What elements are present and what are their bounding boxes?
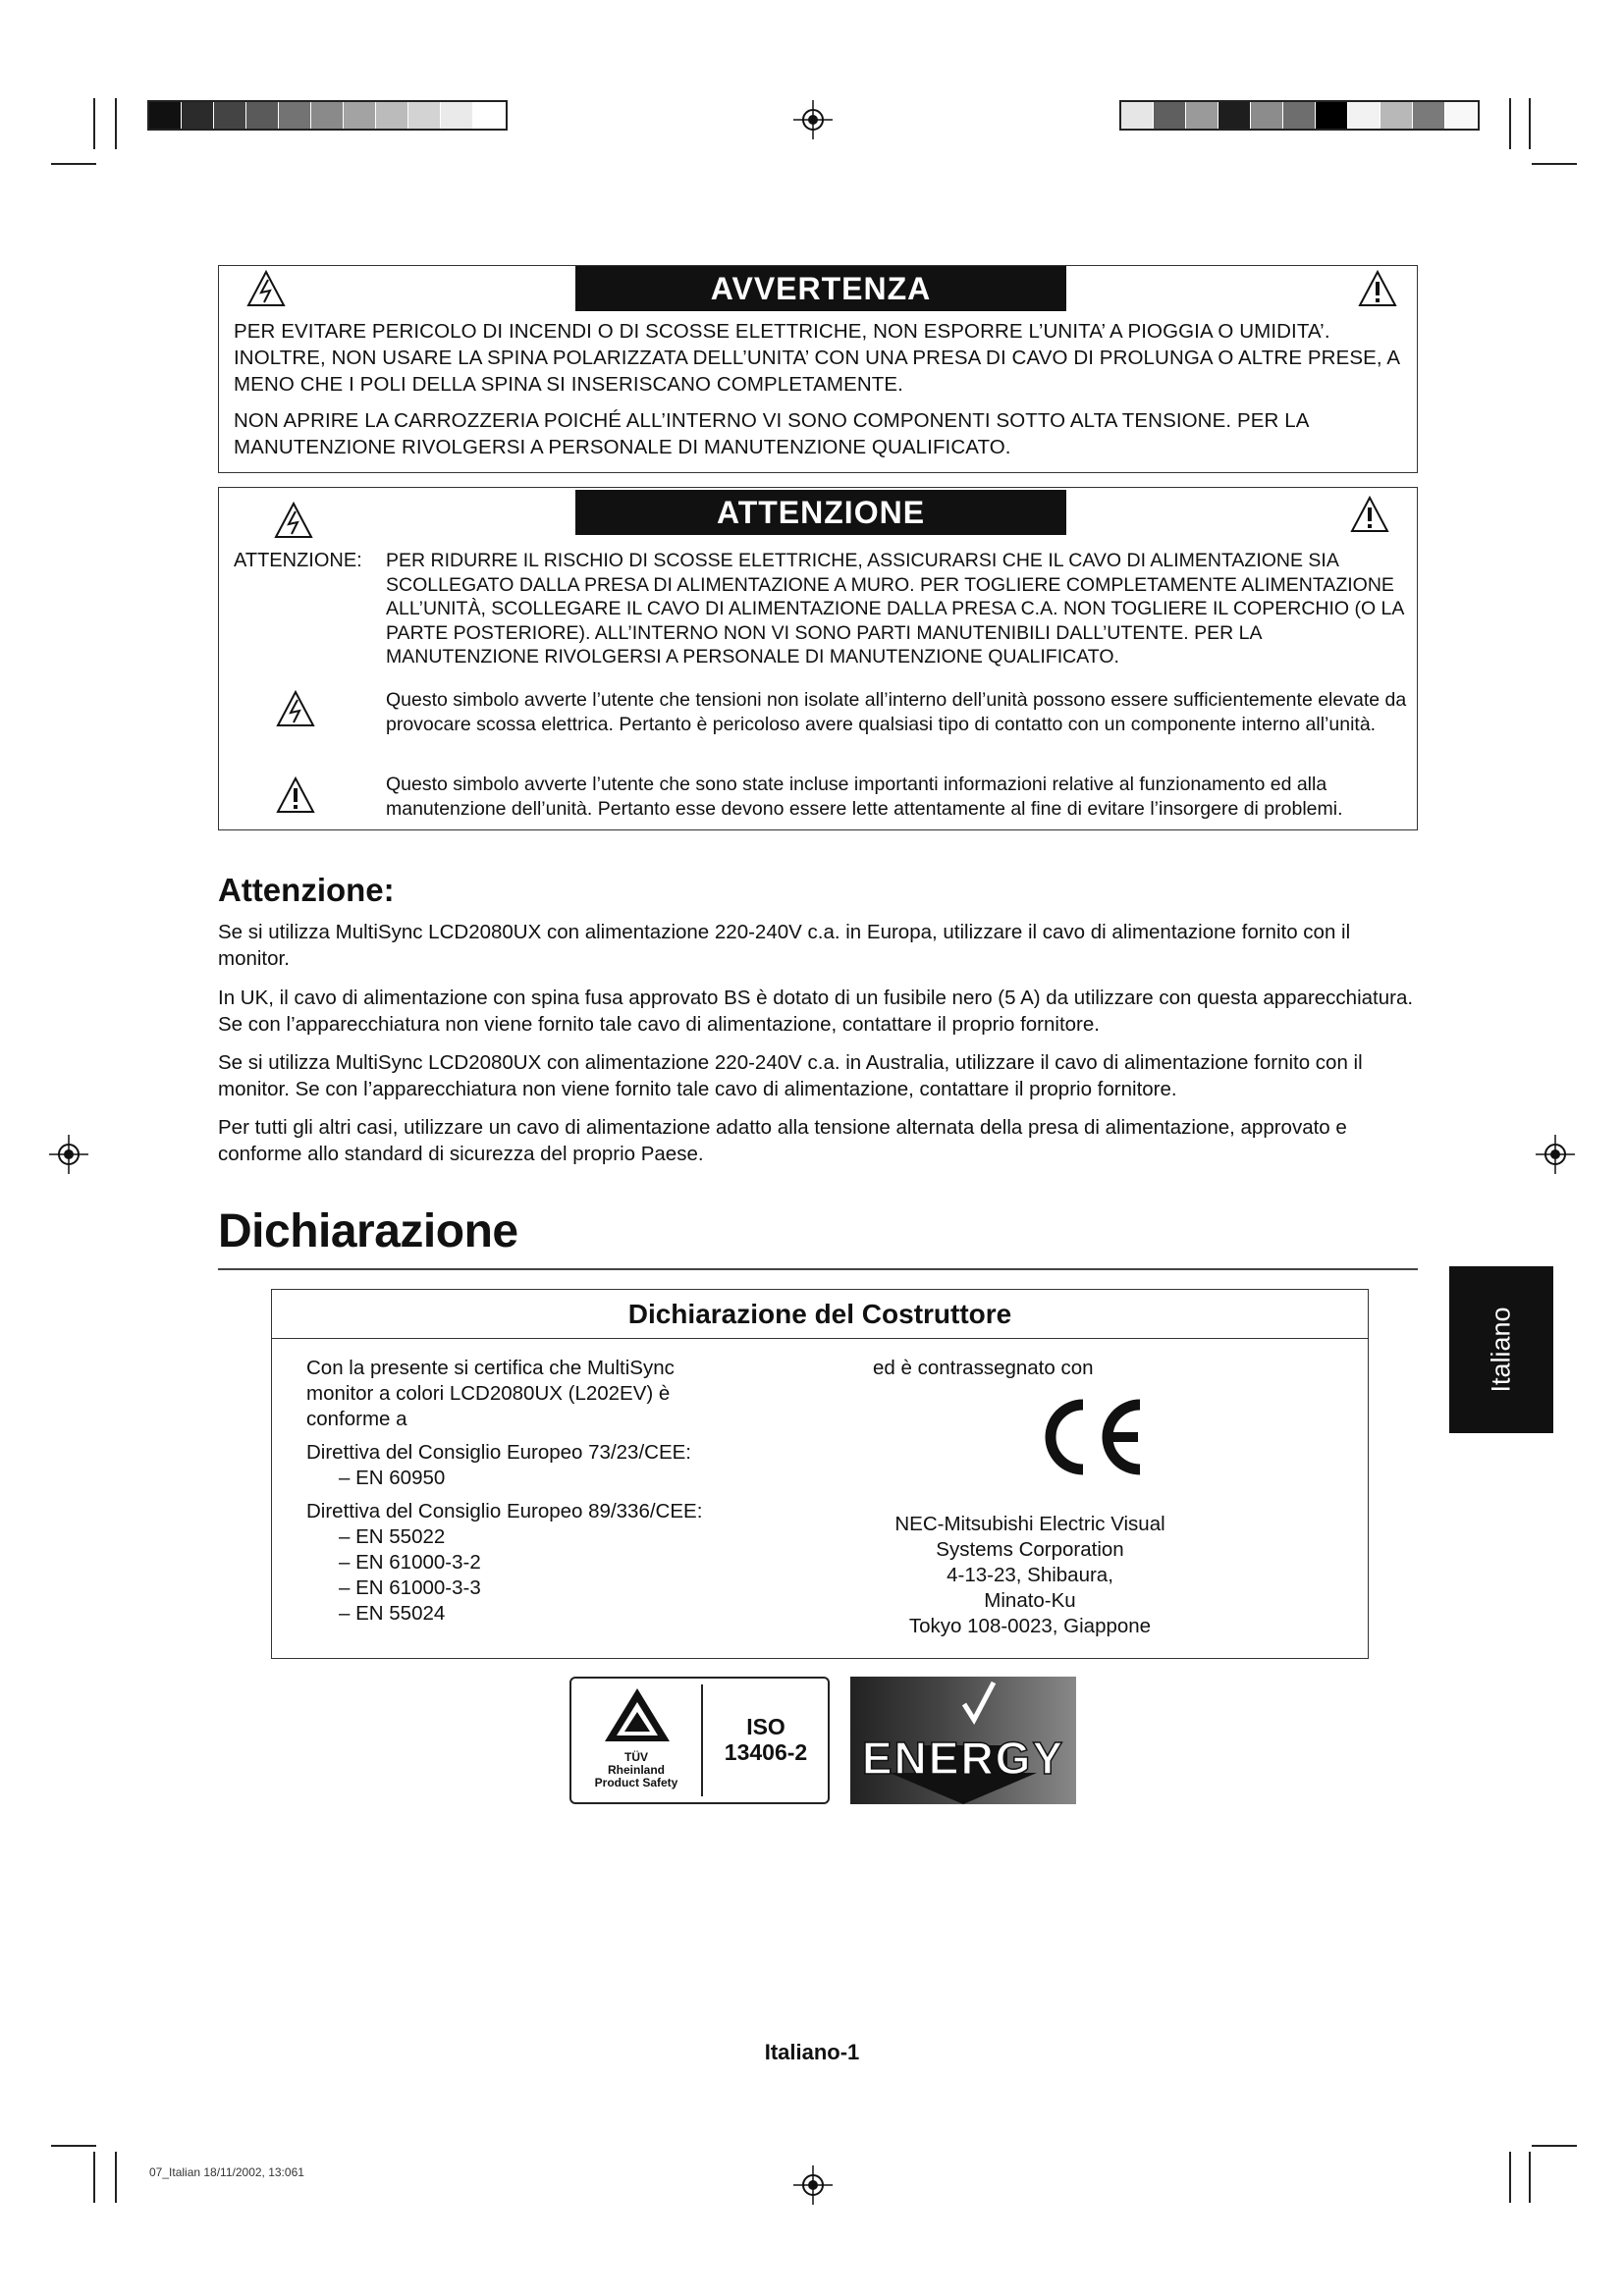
color-swatch (376, 102, 408, 129)
attention-paragraph-3: Se si utilizza MultiSync LCD2080UX con alimentazione 220-240V c.a. in Australia, utilizzare il cavo di alimentazione fornito con il monitor. Se con l’apparecchiatura non viene fornito tale cavo di alimentazione, contattare il proprio fornitore. (218, 1051, 1363, 1100)
color-swatch (344, 102, 376, 129)
manufacturer-address-line: Minato-Ku (984, 1589, 1076, 1612)
tuv-triangle-icon (601, 1684, 674, 1745)
manufacturer-address-line: NEC-Mitsubishi Electric Visual (894, 1513, 1165, 1535)
color-swatch (408, 102, 441, 129)
caution-title: ATTENZIONE (575, 490, 1066, 535)
lightning-symbol-explanation: Questo simbolo avverte l’utente che tensioni non isolate all’interno dell’unità possono essere sufficientemente elevate da provocare scossa elettrica. Pertanto è pericoloso avere qualsiasi tipo di contatto con un componente interno all’unità. (386, 689, 1407, 735)
color-swatch (1380, 102, 1413, 129)
energy-star-logo (850, 1677, 1076, 1804)
exclamation-symbol-explanation: Questo simbolo avverte l’utente che sono state incluse importanti informazioni relative al funzionamento ed alla manutenzione dell’unità. Pertanto esse devono essere lette attentamente al fine di evitare l’insorgere di problemi. (386, 774, 1343, 820)
ce-mark-logo (1038, 1393, 1146, 1481)
directive-2-standard: – EN 61000-3-3 (339, 1576, 481, 1599)
exclamation-warning-icon (1350, 496, 1389, 533)
color-swatch (1348, 102, 1380, 129)
attention-paragraph-4: Per tutti gli altri casi, utilizzare un cavo di alimentazione adatto alla tensione alternata della presa di alimentazione, approvato e conforme allo standard di sicurezza del proprio Paese. (218, 1116, 1347, 1165)
lightning-warning-icon (274, 502, 313, 539)
caution-text: PER RIDURRE IL RISCHIO DI SCOSSE ELETTRICHE, ASSICURARSI CHE IL CAVO DI ALIMENTAZIONE SIA SCOLLEGATO DALLA PRESA DI ALIMENTAZIONE A MURO. PER TOGLIERE COMPLETAMENTE ALIMENTAZIONE ALL’UNITÀ, SCOLLEGARE IL CAVO DI ALIMENTAZIONE DALLA PRESA C.A. NON TOGLIERE IL COPERCHIO (O LA PARTE POSTERIORE). ALL’INTERNO NON VI SONO PARTI MANUTENIBILI DALL’UTENTE. PER LA MANUTENZIONE RIVOLGERSI A PERSONALE DI MANUTENZIONE QUALIFICATO. (386, 550, 1404, 667)
directive-2-standard: – EN 61000-3-2 (339, 1551, 481, 1574)
registration-mark-icon (793, 2165, 833, 2205)
color-swatch (1445, 102, 1478, 129)
attention-paragraph-1: Se si utilizza MultiSync LCD2080UX con alimentazione 220-240V c.a. in Europa, utilizzare il cavo di alimentazione fornito con il monitor. (218, 921, 1351, 970)
color-swatch (1218, 102, 1251, 129)
color-swatch (473, 102, 506, 129)
exclamation-warning-icon (1358, 270, 1397, 307)
caution-box (218, 487, 1418, 830)
color-swatch (1316, 102, 1348, 129)
color-swatch (1186, 102, 1218, 129)
language-side-tab-label: Italiano (1486, 1307, 1516, 1393)
color-swatch (311, 102, 344, 129)
directive-2-standard: – EN 55024 (339, 1602, 446, 1625)
color-calibration-bar-right (1119, 100, 1480, 131)
tuv-label: TÜV (624, 1750, 648, 1764)
page-number: Italiano-1 (764, 2040, 860, 2064)
registration-mark-icon (49, 1135, 88, 1174)
declaration-intro-line-3: conforme a (306, 1408, 407, 1430)
language-side-tab (1449, 1266, 1553, 1433)
registration-mark-icon (1536, 1135, 1575, 1174)
tuv-iso-certification-logo (569, 1677, 830, 1804)
exclamation-warning-icon (276, 776, 315, 814)
section-divider (218, 1268, 1418, 1270)
color-swatch (279, 102, 311, 129)
directive-1-standard: – EN 60950 (339, 1467, 446, 1489)
declaration-box-title: Dichiarazione del Costruttore (272, 1290, 1368, 1339)
color-swatch (182, 102, 214, 129)
print-slug: 07_Italian 18/11/2002, 13:061 (149, 2165, 304, 2179)
directive-2-standard: – EN 55022 (339, 1525, 446, 1548)
manufacturer-declaration-box (271, 1289, 1369, 1659)
declaration-intro-line-2: monitor a colori LCD2080UX (L202EV) è (306, 1382, 671, 1405)
tuv-label: Product Safety (594, 1776, 678, 1789)
color-calibration-bar-left (147, 100, 508, 131)
warning-text-2: NON APRIRE LA CARROZZERIA POICHÉ ALL’INTERNO VI SONO COMPONENTI SOTTO ALTA TENSIONE. PER LA MANUTENZIONE RIVOLGERSI A PERSONALE DI MANUTENZIONE QUALIFICATO. (234, 409, 1309, 458)
warning-title: AVVERTENZA (575, 266, 1066, 311)
color-swatch (1121, 102, 1154, 129)
color-swatch (1283, 102, 1316, 129)
directive-2: Direttiva del Consiglio Europeo 89/336/CEE: (306, 1500, 703, 1522)
marking-intro: ed è contrassegnato con (873, 1357, 1094, 1379)
color-swatch (441, 102, 473, 129)
declaration-intro-line-1: Con la presente si certifica che MultiSync (306, 1357, 675, 1379)
warning-text-1: PER EVITARE PERICOLO DI INCENDI O DI SCOSSE ELETTRICHE, NON ESPORRE L’UNITA’ A PIOGGIA O UMIDITA’. INOLTRE, NON USARE LA SPINA POLARIZZATA DELL’UNITA’ CON UNA PRESA DI CAVO DI PROLUNGA O ALTRE PRESE, A MENO CHE I POLI DELLA SPINA SI INSERISCANO COMPLETAMENTE. (234, 320, 1399, 396)
energy-label: ENERGY (861, 1733, 1065, 1784)
color-swatch (149, 102, 182, 129)
lightning-warning-icon (276, 690, 315, 727)
color-swatch (1413, 102, 1445, 129)
tuv-label: Rheinland (607, 1763, 665, 1777)
lightning-warning-icon (246, 270, 286, 307)
registration-mark-icon (793, 100, 833, 139)
iso-label: ISO (746, 1714, 785, 1739)
directive-1: Direttiva del Consiglio Europeo 73/23/CEE: (306, 1441, 691, 1464)
color-swatch (214, 102, 246, 129)
warning-box (218, 265, 1418, 473)
caution-label: ATTENZIONE: (234, 550, 362, 571)
iso-label: 13406-2 (724, 1739, 808, 1765)
color-swatch (1154, 102, 1186, 129)
manufacturer-address-line: Tokyo 108-0023, Giappone (908, 1615, 1152, 1637)
color-swatch (1251, 102, 1283, 129)
attention-paragraph-2: In UK, il cavo di alimentazione con spina fusa approvato BS è dotato di un fusibile nero (5 A) da utilizzare con questa apparecchiatura. Se con l’apparecchiatura non viene fornito tale cavo di alimentazione, contattare il proprio fornitore. (218, 987, 1414, 1036)
color-swatch (246, 102, 279, 129)
manufacturer-address-line: Systems Corporation (936, 1538, 1124, 1561)
declaration-heading: Dichiarazione (218, 1205, 518, 1257)
manufacturer-address-line: 4-13-23, Shibaura, (947, 1564, 1113, 1586)
attention-heading: Attenzione: (218, 872, 395, 908)
